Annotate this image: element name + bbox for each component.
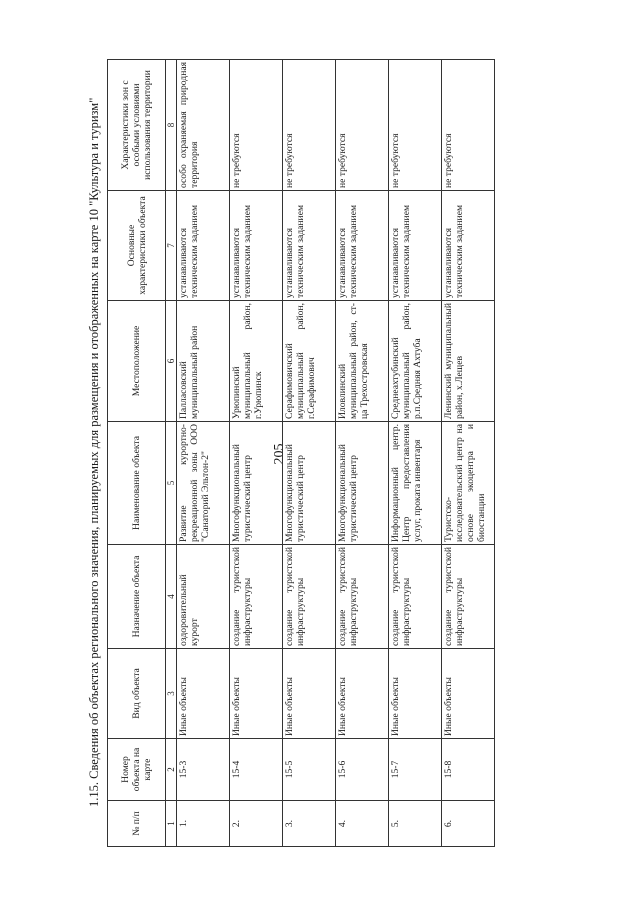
object-location: Среднеахтубинский муниципальный район, р.п.Средняя Ахтуба (389, 301, 442, 422)
header-cell: Основные характеристики объекта (108, 191, 166, 301)
header-cell: Характеристики зон с особыми условиями использования территории (108, 60, 166, 191)
zone-characteristics: не требуются (230, 60, 283, 191)
row-number: 5. (389, 801, 442, 847)
object-map-number: 15-5 (283, 739, 336, 801)
object-purpose: создание туристской инфраструктуры (336, 545, 389, 649)
object-location: Иловлинский муниципальный район, ст-ца Трехостровская (336, 301, 389, 422)
page-number: 205 (272, 443, 287, 465)
header-cell: Назначение объекта (108, 545, 166, 649)
object-name: Развитие курортно-рекреационной зоны ООО "Санаторий Эльтон-2" (177, 422, 230, 545)
object-type: Иные объекты (177, 649, 230, 739)
table-row (230, 60, 283, 847)
table-caption: 1.15. Сведения об объектах регионального значения, планируемых для размещения и отображенных на карте 10 "Культура и туризм" (87, 97, 101, 807)
column-number-row (166, 60, 177, 847)
row-number: 3. (283, 801, 336, 847)
column-number: 8 (166, 60, 177, 191)
object-purpose: создание туристской инфраструктуры (442, 545, 495, 649)
table-row (389, 60, 442, 847)
object-location: Ленинский муниципальный район, х.Лещев (442, 301, 495, 422)
column-number: 1 (166, 801, 177, 847)
object-location: Урюпинский муниципальный район, г.Урюпинск (230, 301, 283, 422)
object-map-number: 15-3 (177, 739, 230, 801)
object-characteristics: устанавливаются техническим заданием (442, 191, 495, 301)
object-characteristics: устанавливаются техническим заданием (336, 191, 389, 301)
table-row (283, 60, 336, 847)
object-purpose: создание туристской инфраструктуры (283, 545, 336, 649)
rotated-page-content (85, 60, 605, 847)
object-map-number: 15-7 (389, 739, 442, 801)
object-characteristics: устанавливаются техническим заданием (283, 191, 336, 301)
column-number: 4 (166, 545, 177, 649)
object-map-number: 15-6 (336, 739, 389, 801)
object-characteristics: устанавливаются техническим заданием (177, 191, 230, 301)
table-row (336, 60, 389, 847)
object-purpose: создание туристской инфраструктуры (389, 545, 442, 649)
object-name: Многофункциональный туристический центр (336, 422, 389, 545)
table-row (442, 60, 495, 847)
object-type: Иные объекты (230, 649, 283, 739)
row-number: 6. (442, 801, 495, 847)
header-cell: Местоположение (108, 301, 166, 422)
zone-characteristics: не требуются (283, 60, 336, 191)
row-number: 2. (230, 801, 283, 847)
object-map-number: 15-4 (230, 739, 283, 801)
object-name: Многофункциональный туристический центр (230, 422, 283, 545)
header-row (108, 60, 166, 847)
column-number: 7 (166, 191, 177, 301)
objects-table (107, 59, 495, 847)
column-number: 6 (166, 301, 177, 422)
object-purpose: оздоровительный курорт (177, 545, 230, 649)
object-characteristics: устанавливаются техническим заданием (389, 191, 442, 301)
column-number: 2 (166, 739, 177, 801)
object-name: Туристско-исследовательский центр на основе экоцентра и биостанции (442, 422, 495, 545)
zone-characteristics: особо охраняемая природная территория (177, 60, 230, 191)
object-location: Серафимовичский муниципальный район, г.Серафимович (283, 301, 336, 422)
object-purpose: создание туристской инфраструктуры (230, 545, 283, 649)
header-cell: № п/п (108, 801, 166, 847)
zone-characteristics: не требуются (336, 60, 389, 191)
row-number: 4. (336, 801, 389, 847)
object-type: Иные объекты (336, 649, 389, 739)
zone-characteristics: не требуются (442, 60, 495, 191)
column-number: 5 (166, 422, 177, 545)
header-cell: Наименование объекта (108, 422, 166, 545)
object-name: Информационный центр. Центр предоставления услуг, проката инвентаря (389, 422, 442, 545)
object-map-number: 15-8 (442, 739, 495, 801)
object-name: Многофункциональный туристический центр (283, 422, 336, 545)
column-number: 3 (166, 649, 177, 739)
object-type: Иные объекты (389, 649, 442, 739)
header-cell: Номер объекта на карте (108, 739, 166, 801)
header-cell: Вид объекта (108, 649, 166, 739)
object-type: Иные объекты (442, 649, 495, 739)
zone-characteristics: не требуются (389, 60, 442, 191)
object-location: Палласовский муниципальный район (177, 301, 230, 422)
object-characteristics: устанавливаются техническим заданием (230, 191, 283, 301)
table-row (177, 60, 230, 847)
object-type: Иные объекты (283, 649, 336, 739)
row-number: 1. (177, 801, 230, 847)
